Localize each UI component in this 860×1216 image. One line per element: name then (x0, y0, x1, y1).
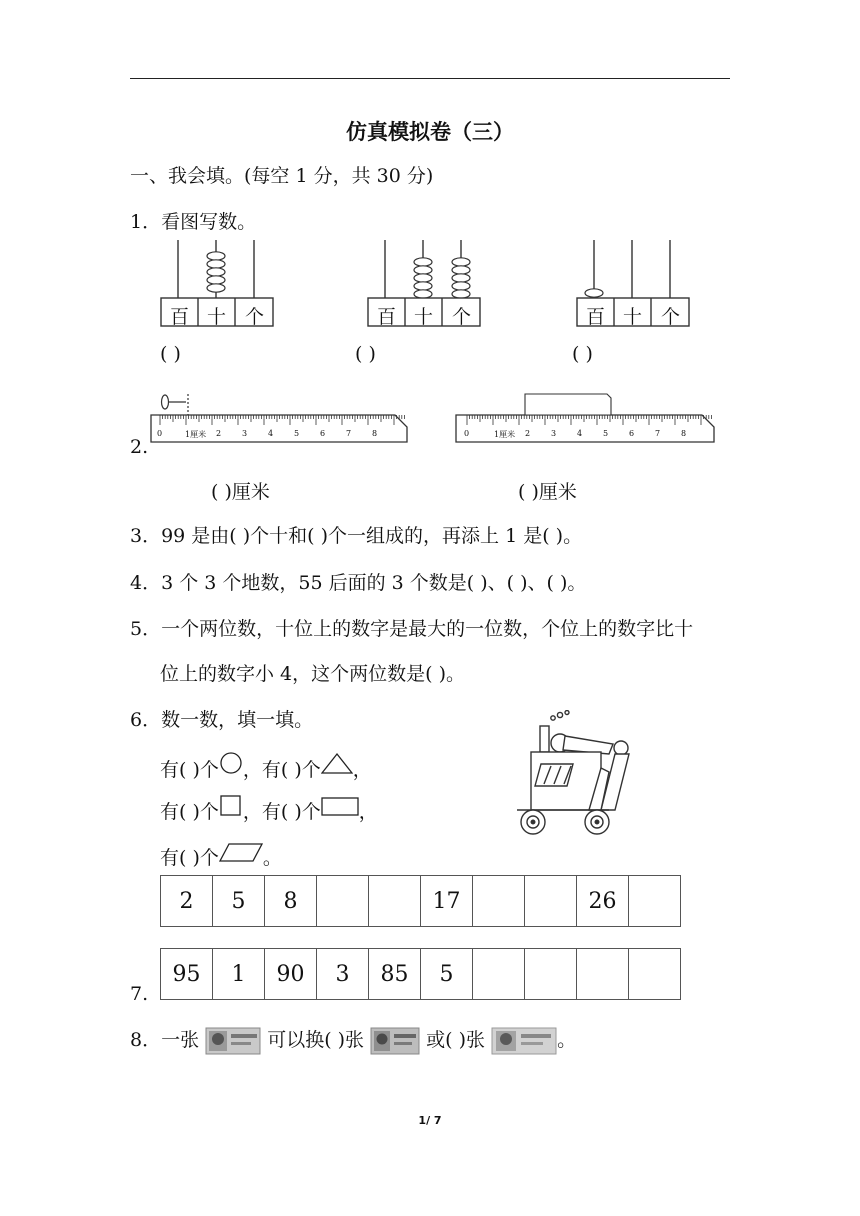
sequence-cell: 8 (265, 876, 317, 927)
question-1: 1．看图写数。 (130, 211, 257, 233)
answer-blank-length-1[interactable]: ( )厘米 (211, 481, 270, 503)
blank-rectangle-count[interactable]: ，有( )个 (242, 801, 321, 823)
q8-text-a: 8．一张 (130, 1029, 200, 1051)
punctuation: 。 (262, 847, 282, 869)
square-icon (219, 794, 243, 818)
ruler-label-8: 8 (681, 429, 687, 438)
rectangle-icon (321, 794, 359, 818)
circle-icon (219, 752, 243, 776)
place-label-tens: 十 (623, 306, 643, 328)
banknote-icon (205, 1026, 261, 1056)
blank-circle-count[interactable]: 有( )个 (160, 759, 219, 781)
ruler-label-7: 7 (346, 429, 352, 438)
section-heading: 一、我会填。(每空 1 分，共 30 分) (130, 165, 434, 187)
ruler-label-8: 8 (372, 429, 378, 438)
sequence-cell[interactable] (525, 949, 577, 1000)
place-label-hundreds: 百 (586, 306, 606, 328)
sequence-cell: 85 (369, 949, 421, 1000)
place-label-ones: 个 (661, 306, 681, 328)
place-label-hundreds: 百 (170, 306, 190, 328)
ruler-label-0: 0 (157, 429, 163, 438)
question-3: 3．99 是由( )个十和( )个一组成的，再添上 1 是( )。 (130, 525, 583, 547)
number-sequence-1 (160, 875, 681, 927)
shapes-vehicle-picture (505, 710, 650, 840)
sequence-cell: 5 (213, 876, 265, 927)
blank-triangle-count[interactable]: ，有( )个 (242, 759, 321, 781)
shape-count-row-3 (160, 840, 282, 870)
sequence-cell[interactable] (473, 949, 525, 1000)
sequence-cell[interactable] (577, 949, 629, 1000)
place-label-tens: 十 (414, 306, 434, 328)
answer-blank-length-2[interactable]: ( )厘米 (518, 481, 577, 503)
shape-count-row-1 (160, 752, 372, 782)
question-6: 6．数一数，填一填。 (130, 709, 314, 731)
place-label-hundreds: 百 (377, 306, 397, 328)
answer-blank-3[interactable]: ( ) (572, 343, 593, 365)
blank-parallelogram-count[interactable]: 有( )个 (160, 847, 219, 869)
banknote-icon (491, 1026, 557, 1056)
sequence-cell[interactable] (629, 949, 681, 1000)
sequence-cell: 3 (317, 949, 369, 1000)
ruler-label-4: 4 (577, 429, 583, 438)
question-8 (130, 1025, 576, 1056)
sequence-cell: 5 (421, 949, 473, 1000)
sequence-cell: 1 (213, 949, 265, 1000)
blank-square-count[interactable]: 有( )个 (160, 801, 219, 823)
sequence-cell: 95 (161, 949, 213, 1000)
sequence-cell[interactable] (525, 876, 577, 927)
ruler-label-2: 2 (216, 429, 222, 438)
sequence-cell: 17 (421, 876, 473, 927)
page-title: 仿真模拟卷（三） (346, 120, 514, 144)
ruler-label-3: 3 (551, 429, 557, 438)
question-5-line-2: 位上的数字小 4，这个两位数是( )。 (160, 663, 465, 685)
question-2: 2. (130, 436, 149, 458)
ruler-label-2: 2 (525, 429, 531, 438)
ruler-with-paper (455, 390, 717, 452)
ruler-label-0: 0 (464, 429, 470, 438)
ruler-with-pin (150, 390, 410, 452)
ruler-label-7: 7 (655, 429, 661, 438)
shape-count-row-2 (160, 794, 378, 824)
answer-blank-2[interactable]: ( ) (355, 343, 376, 365)
sequence-cell[interactable] (369, 876, 421, 927)
q8-text-d: 。 (557, 1029, 577, 1051)
question-7: 7. (130, 983, 149, 1005)
punctuation: ， (358, 801, 378, 823)
sequence-cell[interactable] (473, 876, 525, 927)
ruler-label-4: 4 (268, 429, 274, 438)
header-rule (130, 78, 730, 79)
sequence-cell: 2 (161, 876, 213, 927)
sequence-cell: 90 (265, 949, 317, 1000)
ruler-label-6: 6 (629, 429, 635, 438)
parallelogram-icon (219, 840, 263, 864)
q8-blank-1[interactable]: 可以换( )张 (267, 1029, 365, 1051)
page-number: 1/ 7 (418, 1114, 442, 1127)
place-label-ones: 个 (452, 306, 472, 328)
sequence-cell: 26 (577, 876, 629, 927)
sequence-cell[interactable] (317, 876, 369, 927)
ruler-label-1cm: 1厘米 (494, 430, 516, 439)
number-sequence-2 (160, 948, 681, 1000)
triangle-icon (321, 752, 353, 776)
ruler-label-5: 5 (603, 429, 609, 438)
ruler-label-6: 6 (320, 429, 326, 438)
question-5-line-1: 5．一个两位数，十位上的数字是最大的一位数，个位上的数字比十 (130, 618, 694, 640)
ruler-label-5: 5 (294, 429, 300, 438)
punctuation: ， (352, 759, 372, 781)
answer-blank-1[interactable]: ( ) (160, 343, 181, 365)
sequence-cell[interactable] (629, 876, 681, 927)
banknote-icon (370, 1026, 420, 1056)
question-4: 4．3 个 3 个地数，55 后面的 3 个数是( )、( )、( )。 (130, 572, 587, 594)
place-label-tens: 十 (207, 306, 227, 328)
ruler-label-3: 3 (242, 429, 248, 438)
place-label-ones: 个 (245, 306, 265, 328)
ruler-label-1cm: 1厘米 (185, 430, 207, 439)
q8-blank-2[interactable]: 或( )张 (426, 1029, 486, 1051)
